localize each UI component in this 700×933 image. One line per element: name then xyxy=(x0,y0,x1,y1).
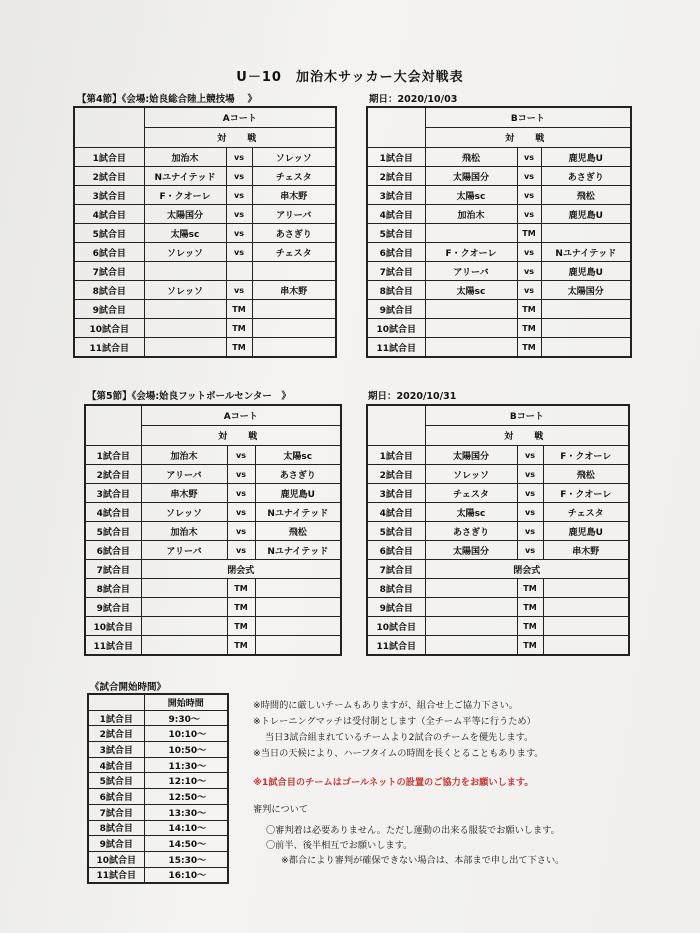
match-row xyxy=(367,522,629,541)
match-number: 8試合目 xyxy=(85,579,141,598)
match-row xyxy=(85,617,341,636)
match-row xyxy=(367,560,629,579)
time-row xyxy=(88,836,228,852)
team-away: 太陽国分 xyxy=(541,281,631,300)
team-away: 太陽sc xyxy=(255,446,341,465)
start-time: 10:50～ xyxy=(144,742,228,758)
corner-cell xyxy=(367,128,425,148)
match-number: 8試合目 xyxy=(88,820,144,836)
taisen-header: 対 戦 xyxy=(425,426,629,446)
vs-label: TM xyxy=(517,224,541,243)
vs-label: TM xyxy=(517,636,543,656)
match-number: 1試合目 xyxy=(88,710,144,726)
team-away: 飛松 xyxy=(543,465,629,484)
team-away xyxy=(541,300,631,319)
match-number: 10試合目 xyxy=(74,319,144,338)
corner-cell xyxy=(367,405,425,426)
team-home xyxy=(144,319,226,338)
match-number: 1試合目 xyxy=(367,446,425,465)
time-row xyxy=(88,742,228,758)
vs-label: TM xyxy=(226,319,252,338)
round5-court-a-table xyxy=(84,404,342,656)
page-title: U－10 加治木サッカー大会対戦表 xyxy=(236,70,464,85)
times-header-row xyxy=(88,694,228,710)
match-row xyxy=(74,319,336,338)
vs-label: vs xyxy=(226,224,252,243)
match-number: 7試合目 xyxy=(74,262,144,281)
taisen-row xyxy=(367,426,629,446)
court-name-row xyxy=(85,405,341,426)
team-home: ソレッソ xyxy=(141,503,227,522)
match-row xyxy=(367,205,631,224)
match-number: 6試合目 xyxy=(367,243,425,262)
team-home: 串木野 xyxy=(141,484,227,503)
taisen-header: 対 戦 xyxy=(144,128,336,148)
match-number: 8試合目 xyxy=(74,281,144,300)
team-away xyxy=(543,598,629,617)
vs-label: vs xyxy=(227,503,255,522)
team-away: 串木野 xyxy=(543,541,629,560)
match-row xyxy=(74,281,336,300)
team-away: ソレッソ xyxy=(252,148,336,167)
match-row xyxy=(85,579,341,598)
match-number: 10試合目 xyxy=(85,617,141,636)
team-home xyxy=(144,300,226,319)
match-row xyxy=(367,579,629,598)
note-goalnet: ※1試合目のチームはゴールネットの設置のご協力をお願いします。 xyxy=(253,777,534,788)
match-number: 10試合目 xyxy=(367,617,425,636)
corner-cell xyxy=(88,694,144,710)
team-home xyxy=(425,598,517,617)
team-away xyxy=(255,598,341,617)
team-home: アリーバ xyxy=(425,262,517,281)
team-away xyxy=(255,579,341,598)
match-row xyxy=(85,484,341,503)
vs-label: vs xyxy=(517,281,541,300)
round4-date: 期日：2020/10/03 xyxy=(369,94,458,105)
vs-label: vs xyxy=(226,243,252,262)
match-row xyxy=(85,541,341,560)
team-away: あさぎり xyxy=(252,224,336,243)
team-away: 串木野 xyxy=(252,186,336,205)
match-number: 9試合目 xyxy=(85,598,141,617)
time-row xyxy=(88,820,228,836)
team-away xyxy=(543,636,629,656)
team-home: 太陽sc xyxy=(425,503,517,522)
match-row xyxy=(74,224,336,243)
match-number: 6試合目 xyxy=(74,243,144,262)
match-row xyxy=(74,243,336,262)
court-name: Bコート xyxy=(425,107,631,128)
round5-date: 期日：2020/10/31 xyxy=(368,391,457,402)
round5-court-b-table xyxy=(366,404,630,656)
vs-label: vs xyxy=(517,446,543,465)
match-row xyxy=(85,503,341,522)
vs-label: TM xyxy=(517,338,541,358)
court-name-row xyxy=(74,107,336,128)
match-row xyxy=(367,224,631,243)
team-home xyxy=(141,598,227,617)
team-home: 加治木 xyxy=(141,522,227,541)
vs-label: vs xyxy=(226,281,252,300)
match-number: 10試合目 xyxy=(88,851,144,867)
round5-venue-label: 【第5節】《会場:姶良フットボールセンター 》 xyxy=(87,391,291,402)
vs-label: TM xyxy=(517,300,541,319)
match-row xyxy=(367,636,629,656)
team-away: 串木野 xyxy=(252,281,336,300)
vs-label: vs xyxy=(226,186,252,205)
match-row xyxy=(367,167,631,186)
team-away: あさぎり xyxy=(255,465,341,484)
match-number: 2試合目 xyxy=(74,167,144,186)
team-away xyxy=(252,338,336,358)
start-times-table xyxy=(87,693,229,884)
match-number: 11試合目 xyxy=(88,867,144,883)
match-number: 2試合目 xyxy=(88,726,144,742)
match-number: 9試合目 xyxy=(367,598,425,617)
referee-note-2: 〇前半、後半相互でお願いします。 xyxy=(266,840,413,851)
vs-label: vs xyxy=(517,186,541,205)
match-row xyxy=(367,503,629,522)
note-4: ※当日の天候により、ハーフタイムの時間を長くとることもあります。 xyxy=(253,748,544,759)
team-away xyxy=(255,636,341,656)
team-away: 飛松 xyxy=(255,522,341,541)
match-number: 4試合目 xyxy=(74,205,144,224)
vs-label: TM xyxy=(226,300,252,319)
team-home: あさぎり xyxy=(425,522,517,541)
match-row xyxy=(85,598,341,617)
corner-cell xyxy=(85,426,141,446)
match-row xyxy=(367,281,631,300)
match-row xyxy=(367,148,631,167)
match-row xyxy=(74,338,336,358)
match-number: 8試合目 xyxy=(367,281,425,300)
match-number: 6試合目 xyxy=(367,541,425,560)
team-away: あさぎり xyxy=(541,167,631,186)
team-away xyxy=(541,224,631,243)
vs-label: vs xyxy=(227,446,255,465)
note-2: ※トレーニングマッチは受付制とします（全チーム平等に行うため） xyxy=(253,716,536,727)
round4-court-b-table xyxy=(366,106,632,358)
court-name: Aコート xyxy=(141,405,341,426)
team-home: 太陽国分 xyxy=(425,541,517,560)
team-home: 太陽sc xyxy=(425,186,517,205)
match-row xyxy=(85,446,341,465)
team-home: 加治木 xyxy=(144,148,226,167)
vs-label: vs xyxy=(226,205,252,224)
team-away: F・クオーレ xyxy=(543,446,629,465)
vs-label: vs xyxy=(226,167,252,186)
match-row xyxy=(367,262,631,281)
vs-label: vs xyxy=(517,541,543,560)
vs-label: vs xyxy=(517,484,543,503)
time-row xyxy=(88,851,228,867)
team-home: ソレッソ xyxy=(144,243,226,262)
time-row xyxy=(88,789,228,805)
team-home: チェスタ xyxy=(425,484,517,503)
time-row xyxy=(88,726,228,742)
vs-label: vs xyxy=(517,465,543,484)
team-home xyxy=(144,338,226,358)
match-number: 1試合目 xyxy=(367,148,425,167)
match-row xyxy=(74,186,336,205)
match-row xyxy=(367,465,629,484)
corner-cell xyxy=(367,426,425,446)
match-number: 3試合目 xyxy=(88,742,144,758)
team-home: ソレッソ xyxy=(144,281,226,300)
team-away xyxy=(543,579,629,598)
vs-label: vs xyxy=(517,205,541,224)
vs-label: vs xyxy=(227,484,255,503)
match-number: 9試合目 xyxy=(88,836,144,852)
team-away: F・クオーレ xyxy=(543,484,629,503)
match-row xyxy=(74,300,336,319)
vs-label: TM xyxy=(227,617,255,636)
match-number: 3試合目 xyxy=(367,484,425,503)
match-row xyxy=(367,338,631,358)
vs-label: TM xyxy=(517,617,543,636)
team-home xyxy=(425,338,517,358)
team-home xyxy=(425,319,517,338)
start-time: 11:30～ xyxy=(144,757,228,773)
vs-label: vs xyxy=(517,522,543,541)
vs-label: vs xyxy=(227,522,255,541)
match-number: 4試合目 xyxy=(367,205,425,224)
match-number: 4試合目 xyxy=(88,757,144,773)
note-1: ※時間的に厳しいチームもありますが、組合せ上ご協力下さい。 xyxy=(253,700,518,711)
match-number: 2試合目 xyxy=(367,465,425,484)
match-number: 5試合目 xyxy=(85,522,141,541)
start-time: 9:30～ xyxy=(144,710,228,726)
match-number: 4試合目 xyxy=(367,503,425,522)
vs-label: TM xyxy=(227,636,255,656)
team-away: 鹿児島U xyxy=(541,262,631,281)
vs-label: vs xyxy=(227,541,255,560)
vs-label xyxy=(226,262,252,281)
match-number: 7試合目 xyxy=(367,262,425,281)
round4-court-a-table xyxy=(73,106,337,358)
court-name-row xyxy=(367,405,629,426)
match-row xyxy=(85,560,341,579)
match-row xyxy=(367,617,629,636)
start-time: 12:10～ xyxy=(144,773,228,789)
team-away: Nユナイテッド xyxy=(541,243,631,262)
match-row xyxy=(367,598,629,617)
closing-ceremony: 閉会式 xyxy=(141,560,341,579)
taisen-header: 対 戦 xyxy=(141,426,341,446)
team-away xyxy=(252,262,336,281)
taisen-row xyxy=(85,426,341,446)
closing-ceremony: 閉会式 xyxy=(425,560,629,579)
time-row xyxy=(88,867,228,883)
team-away: チェスタ xyxy=(252,167,336,186)
vs-label: vs xyxy=(227,465,255,484)
team-home xyxy=(144,262,226,281)
start-time: 14:10～ xyxy=(144,820,228,836)
team-away: 鹿児島U xyxy=(541,205,631,224)
referee-note-1: 〇審判着は必要ありません。ただし運動の出来る服装でお願いします。 xyxy=(266,825,560,836)
match-number: 7試合目 xyxy=(88,804,144,820)
match-number: 5試合目 xyxy=(74,224,144,243)
team-away: 鹿児島U xyxy=(543,522,629,541)
team-home xyxy=(141,579,227,598)
vs-label: vs xyxy=(517,262,541,281)
team-home xyxy=(425,224,517,243)
match-number: 10試合目 xyxy=(367,319,425,338)
corner-cell xyxy=(74,107,144,128)
start-time: 16:10～ xyxy=(144,867,228,883)
time-row xyxy=(88,804,228,820)
match-number: 5試合目 xyxy=(367,522,425,541)
match-number: 11試合目 xyxy=(367,636,425,656)
match-number: 3試合目 xyxy=(74,186,144,205)
match-row xyxy=(367,300,631,319)
start-time: 13:30～ xyxy=(144,804,228,820)
match-row xyxy=(367,541,629,560)
match-number: 7試合目 xyxy=(367,560,425,579)
team-home xyxy=(425,579,517,598)
match-number: 11試合目 xyxy=(85,636,141,656)
team-home: アリーバ xyxy=(141,465,227,484)
match-row xyxy=(367,243,631,262)
match-row xyxy=(85,636,341,656)
team-away xyxy=(543,617,629,636)
match-row xyxy=(367,446,629,465)
team-away xyxy=(255,617,341,636)
vs-label: vs xyxy=(517,503,543,522)
team-home: F・クオーレ xyxy=(425,243,517,262)
team-home xyxy=(425,617,517,636)
vs-label: TM xyxy=(226,338,252,358)
corner-cell xyxy=(85,405,141,426)
vs-label: vs xyxy=(517,148,541,167)
team-home: 太陽sc xyxy=(144,224,226,243)
vs-label: TM xyxy=(227,579,255,598)
match-number: 6試合目 xyxy=(85,541,141,560)
team-home: 加治木 xyxy=(425,205,517,224)
team-home: 太陽国分 xyxy=(144,205,226,224)
match-number: 7試合目 xyxy=(85,560,141,579)
match-number: 2試合目 xyxy=(85,465,141,484)
match-row xyxy=(74,205,336,224)
match-row xyxy=(85,465,341,484)
team-home xyxy=(141,636,227,656)
team-away xyxy=(541,338,631,358)
match-number: 3試合目 xyxy=(85,484,141,503)
vs-label: TM xyxy=(227,598,255,617)
team-home: Nユナイテッド xyxy=(144,167,226,186)
team-home: 太陽国分 xyxy=(425,446,517,465)
team-away: Nユナイテッド xyxy=(255,541,341,560)
team-home: ソレッソ xyxy=(425,465,517,484)
taisen-header: 対 戦 xyxy=(425,128,631,148)
team-away: 鹿児島U xyxy=(541,148,631,167)
court-name: Aコート xyxy=(144,107,336,128)
team-home: 太陽国分 xyxy=(425,167,517,186)
time-row xyxy=(88,773,228,789)
team-home: 太陽sc xyxy=(425,281,517,300)
vs-label: vs xyxy=(226,148,252,167)
match-number: 1試合目 xyxy=(74,148,144,167)
time-row xyxy=(88,710,228,726)
match-row xyxy=(85,522,341,541)
vs-label: TM xyxy=(517,319,541,338)
team-home: アリーバ xyxy=(141,541,227,560)
court-name: Bコート xyxy=(425,405,629,426)
match-number: 11試合目 xyxy=(367,338,425,358)
team-away xyxy=(541,319,631,338)
team-home: 加治木 xyxy=(141,446,227,465)
referee-header: 審判について xyxy=(253,804,308,815)
team-away: 飛松 xyxy=(541,186,631,205)
match-row xyxy=(74,148,336,167)
team-away: Nユナイテッド xyxy=(255,503,341,522)
start-times-label: 《試合開始時間》 xyxy=(90,682,167,693)
start-time: 14:50～ xyxy=(144,836,228,852)
match-number: 1試合目 xyxy=(85,446,141,465)
match-number: 5試合目 xyxy=(367,224,425,243)
match-number: 3試合目 xyxy=(367,186,425,205)
match-row xyxy=(367,484,629,503)
team-home: 飛松 xyxy=(425,148,517,167)
vs-label: vs xyxy=(517,167,541,186)
match-number: 4試合目 xyxy=(85,503,141,522)
match-row xyxy=(367,319,631,338)
match-row xyxy=(367,186,631,205)
taisen-row xyxy=(367,128,631,148)
team-away: チェスタ xyxy=(543,503,629,522)
team-away: アリーバ xyxy=(252,205,336,224)
team-away: チェスタ xyxy=(252,243,336,262)
team-home: F・クオーレ xyxy=(144,186,226,205)
corner-cell xyxy=(367,107,425,128)
team-away: 鹿児島U xyxy=(255,484,341,503)
match-number: 8試合目 xyxy=(367,579,425,598)
referee-note-3: ※都合により審判が確保できない場合は、本部まで申し出て下さい。 xyxy=(281,855,565,866)
vs-label: TM xyxy=(517,579,543,598)
match-number: 2試合目 xyxy=(367,167,425,186)
match-number: 9試合目 xyxy=(367,300,425,319)
vs-label: TM xyxy=(517,598,543,617)
start-time-header: 開始時間 xyxy=(144,694,228,710)
match-number: 11試合目 xyxy=(74,338,144,358)
match-number: 6試合目 xyxy=(88,789,144,805)
team-away xyxy=(252,319,336,338)
match-number: 5試合目 xyxy=(88,773,144,789)
court-name-row xyxy=(367,107,631,128)
taisen-row xyxy=(74,128,336,148)
match-number: 9試合目 xyxy=(74,300,144,319)
match-row xyxy=(74,167,336,186)
team-away xyxy=(252,300,336,319)
corner-cell xyxy=(74,128,144,148)
start-time: 12:50～ xyxy=(144,789,228,805)
team-home xyxy=(141,617,227,636)
round4-venue-label: 【第4節】《会場:姶良総合陸上競技場 》 xyxy=(77,94,257,105)
start-time: 10:10～ xyxy=(144,726,228,742)
vs-label: vs xyxy=(517,243,541,262)
time-row xyxy=(88,757,228,773)
team-home xyxy=(425,300,517,319)
match-row xyxy=(74,262,336,281)
team-home xyxy=(425,636,517,656)
note-3: 当日3試合組まれているチームより2試合のチームを優先します。 xyxy=(265,732,534,743)
start-time: 15:30～ xyxy=(144,851,228,867)
